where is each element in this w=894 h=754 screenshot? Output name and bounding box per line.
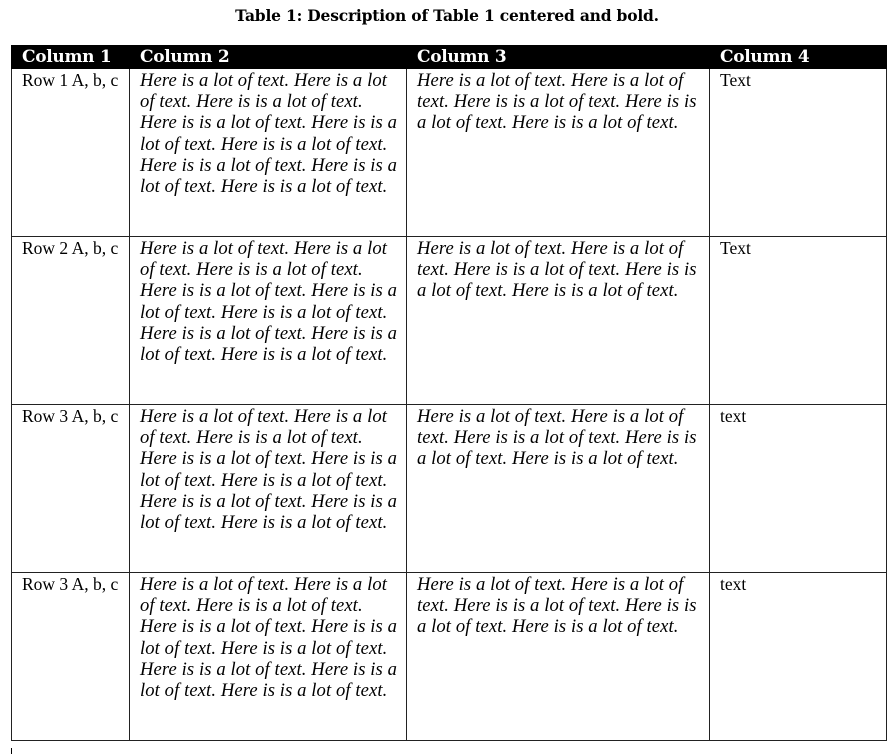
data-table (11, 45, 887, 741)
table-row (12, 405, 887, 573)
table-cell-col3: Here is a lot of text. Here is a lot of text. Here is is a lot of text. Here is is a lot of text. Here is is a lot of text. (407, 237, 710, 405)
table-cell-col2: Here is a lot of text. Here is a lot of text. Here is is a lot of text. Here is is a lot of text. Here is is a lot of text. Here is is a lot of text. Here is is a lot of text. Here is is a lot of text. Here is is a lot of text. (130, 69, 407, 237)
row-label: Row 1 A, b, c (12, 69, 130, 237)
row-label: Row 2 A, b, c (12, 237, 130, 405)
table-cell-col2: Here is a lot of text. Here is a lot of text. Here is is a lot of text. Here is is a lot of text. Here is is a lot of text. Here is is a lot of text. Here is is a lot of text. Here is is a lot of text. Here is is a lot of text. (130, 573, 407, 741)
table-cell-col3: Here is a lot of text. Here is a lot of text. Here is is a lot of text. Here is is a lot of text. Here is is a lot of text. (407, 405, 710, 573)
table-cell-col4: Text (710, 237, 887, 405)
table-caption: Table 1: Description of Table 1 centered and bold. (235, 6, 659, 25)
table-cell-col4: text (710, 573, 887, 741)
table-cell-col3: Here is a lot of text. Here is a lot of text. Here is is a lot of text. Here is is a lot of text. Here is is a lot of text. (407, 573, 710, 741)
column-header-3: Column 3 (407, 46, 710, 69)
column-header-4: Column 4 (710, 46, 887, 69)
table-header-row (12, 46, 887, 69)
row-label: Row 3 A, b, c (12, 405, 130, 573)
table-cell-col2: Here is a lot of text. Here is a lot of text. Here is is a lot of text. Here is is a lot of text. Here is is a lot of text. Here is is a lot of text. Here is is a lot of text. Here is is a lot of text. Here is is a lot of text. (130, 237, 407, 405)
table-cell-col4: Text (710, 69, 887, 237)
table-cell-col3: Here is a lot of text. Here is a lot of text. Here is is a lot of text. Here is is a lot of text. Here is is a lot of text. (407, 69, 710, 237)
column-header-2: Column 2 (130, 46, 407, 69)
column-header-1: Column 1 (12, 46, 130, 69)
table-cell-col4: text (710, 405, 887, 573)
table-cell-col2: Here is a lot of text. Here is a lot of text. Here is is a lot of text. Here is is a lot of text. Here is is a lot of text. Here is is a lot of text. Here is is a lot of text. Here is is a lot of text. Here is is a lot of text. (130, 405, 407, 573)
paragraph-mark (11, 748, 12, 754)
table-row (12, 573, 887, 741)
table-row (12, 69, 887, 237)
row-label: Row 3 A, b, c (12, 573, 130, 741)
table-row (12, 237, 887, 405)
